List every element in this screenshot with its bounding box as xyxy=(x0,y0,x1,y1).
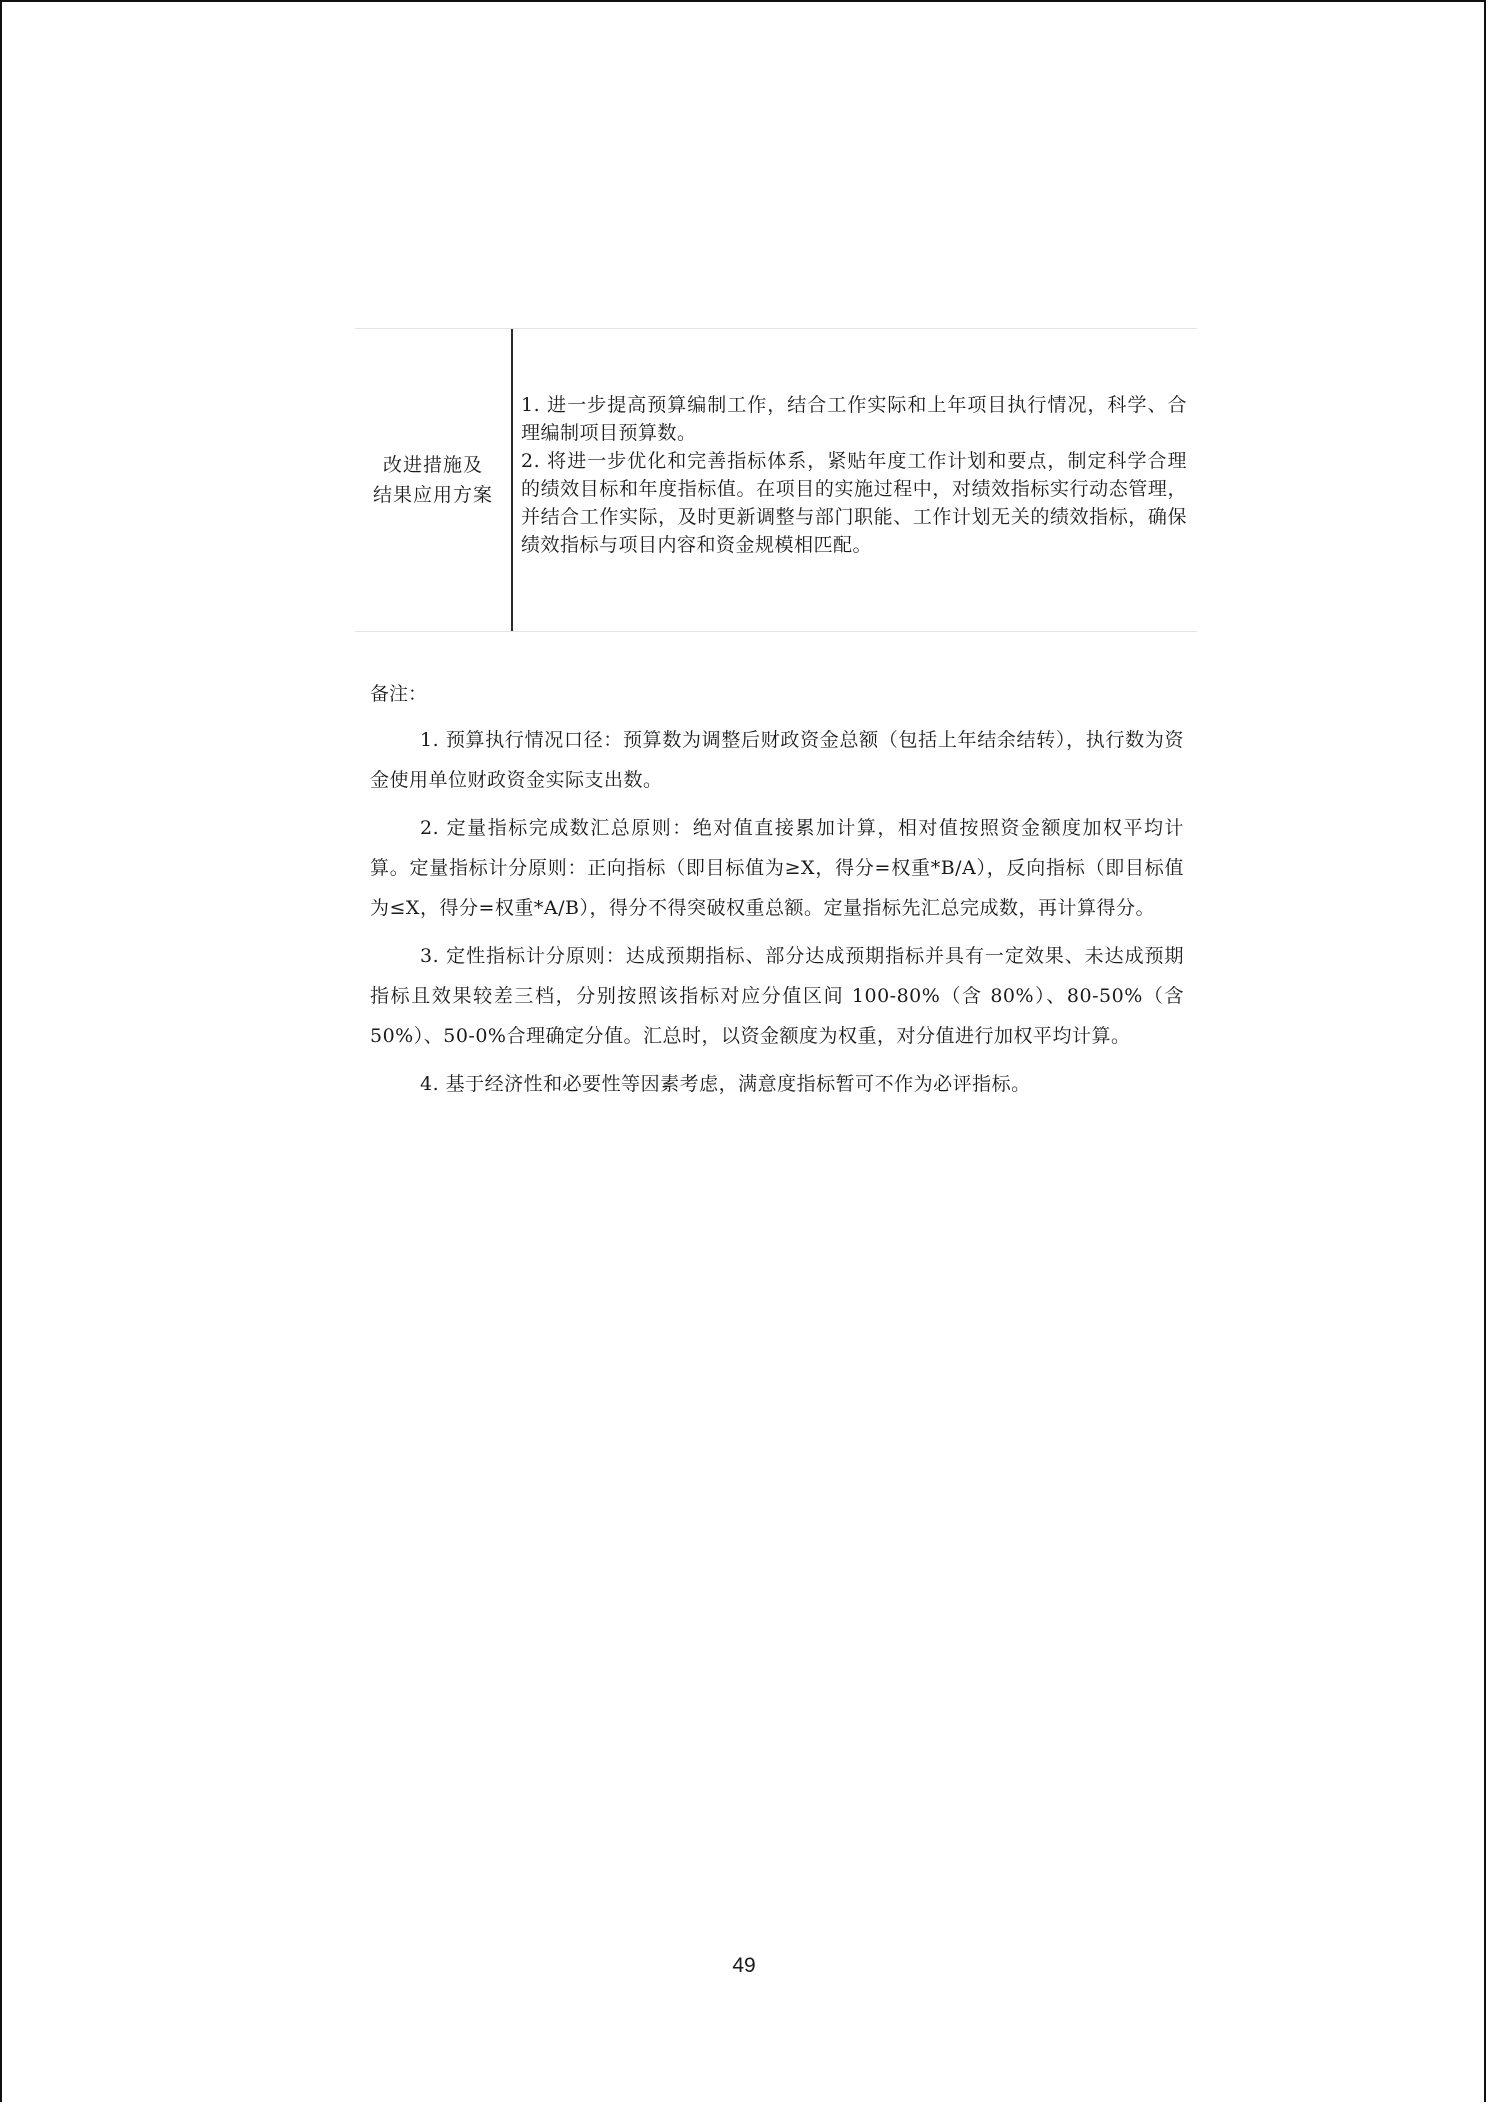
measures-table xyxy=(355,328,1197,632)
notes-title: 备注： xyxy=(370,683,428,705)
note-item-3: 3. 定性指标计分原则：达成预期指标、部分达成预期指标并具有一定效果、未达成预期指标且效果较差三档，分别按照该指标对应分值区间 100-80%（含 80%）、80-50%（含 50%）、50-0%合理确定分值。汇总时，以资金额度为权重，对分值进行加权平均计算。 xyxy=(370,945,1184,1047)
note-item-2: 2. 定量指标完成数汇总原则：绝对值直接累加计算，相对值按照资金额度加权平均计算。定量指标计分原则：正向指标（即目标值为≥X，得分=权重*B/A），反向指标（即目标值为≤X，得分=权重*A/B），得分不得突破权重总额。定量指标先汇总完成数，再计算得分。 xyxy=(370,817,1184,919)
note-item-4: 4. 基于经济性和必要性等因素考虑，满意度指标暂可不作为必评指标。 xyxy=(420,1073,1031,1095)
measure-item-2: 2. 将进一步优化和完善指标体系，紧贴年度工作计划和要点，制定科学合理的绩效目标和年度指标值。在项目的实施过程中，对绩效指标实行动态管理，并结合工作实际，及时更新调整与部门职能、工作计划无关的绩效指标，确保绩效指标与项目内容和资金规模相匹配。 xyxy=(521,450,1187,556)
page-number: 49 xyxy=(732,1954,756,1977)
notes-section xyxy=(370,676,1184,1112)
row-label-line-2: 结果应用方案 xyxy=(372,484,493,506)
column-divider xyxy=(511,329,513,631)
measure-item-1: 1. 进一步提高预算编制工作，结合工作实际和上年项目执行情况，科学、合理编制项目预算数。 xyxy=(521,394,1187,444)
row-label-line-1: 改进措施及 xyxy=(382,454,483,476)
row-label-cell xyxy=(355,329,511,631)
note-item-1: 1. 预算执行情况口径：预算数为调整后财政资金总额（包括上年结余结转），执行数为资金使用单位财政资金实际支出数。 xyxy=(370,729,1184,791)
row-content-cell xyxy=(521,391,1187,559)
